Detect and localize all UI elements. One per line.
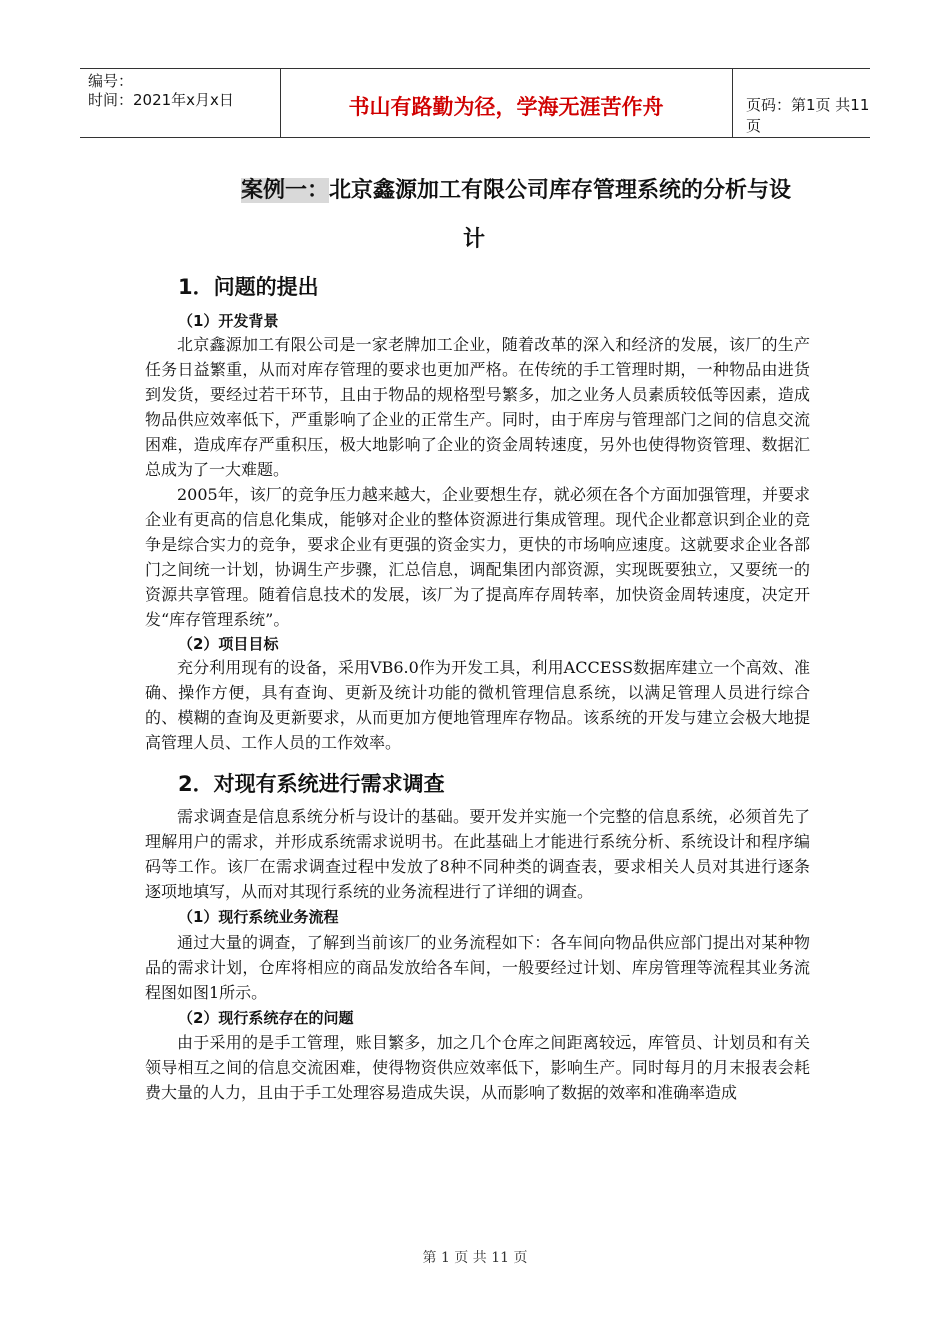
section-2-heading: 2．对现有系统进行需求调查 [178,772,445,796]
section-1-paragraph-3: 充分利用现有的设备，采用VB6.0作为开发工具，利用ACCESS数据库建立一个高效、准确、操作方便，具有查询、更新及统计功能的微机管理信息系统，以满足管理人员进行综合的、模糊的查询及更新要求，从而更加方便地管理库存物品。该系统的开发与建立会极大地提高管理人员、工作人员的工作效率。 [145,658,810,752]
section-1-paragraph-1: 北京鑫源加工有限公司是一家老牌加工企业，随着改革的深入和经济的发展，该厂的生产任务日益繁重，从而对库存管理的要求也更加严格。在传统的手工管理时期，一种物品由进货到发货，要经过若干环节，且由于物品的规格型号繁多，加之业务人员素质较低等因素，造成物品供应效率低下，严重影响了企业的正常生产。同时，由于库房与管理部门之间的信息交流困难，造成库存严重积压，极大地影响了企业的资金周转速度，另外也使得物资管理、数据汇总成为了一大难题。 [145,335,810,479]
section-1-sub-1: （1）开发背景 [178,312,279,330]
section-1-sub-2: （2）项目目标 [178,635,279,653]
section-2-sub-1: （1）现行系统业务流程 [178,908,339,926]
page-footer: 第 1 页 共 11 页 [422,1250,528,1266]
section-2-sub-2: （2）现行系统存在的问题 [178,1009,354,1027]
document-code-label: 编号： [88,72,134,90]
document-header-table [80,68,870,138]
section-2-paragraph-3: 由于采用的是手工管理，账目繁多，加之几个仓库之间距离较远，库管员、计划员和有关领导相互之间的信息交流困难，使得物资供应效率低下，影响生产。同时每月的月末报表会耗费大量的人力，且由于手工处理容易造成失误，从而影响了数据的效率和准确率造成 [145,1033,810,1102]
motto-text: 书山有路勤为径，学海无涯苦作舟 [348,95,664,119]
page-info-label: 页码：第1页 共11页 [746,96,870,135]
section-1-heading: 1．问题的提出 [178,275,319,299]
document-title-line1 [241,173,791,204]
document-title-line2: 计 [463,227,486,252]
document-date-label: 时间：2021年x月x日 [88,91,234,109]
section-2-paragraph-2: 通过大量的调查，了解到当前该厂的业务流程如下：各车间向物品供应部门提出对某种物品的需求计划，仓库将相应的商品发放给各车间，一般要经过计划、库房管理等流程其业务流程图如图1所示。 [145,933,810,1002]
title-prefix: 案例一： [241,178,330,203]
title-main: 北京鑫源加工有限公司库存管理系统的分析与设 [329,178,792,203]
header-page-cell [732,69,870,137]
section-1-paragraph-2: 2005年，该厂的竞争压力越来越大，企业要想生存，就必须在各个方面加强管理，并要求企业有更高的信息化集成，能够对企业的整体资源进行集成管理。现代企业都意识到企业的竞争是综合实力的竞争，要求企业有更强的资金实力，更快的市场响应速度。这就要求企业各部门之间统一计划，协调生产步骤，汇总信息，调配集团内部资源，实现既要独立，又要统一的资源共享管理。随着信息技术的发展，该厂为了提高库存周转率，加快资金周转速度，决定开发“库存管理系统”。 [145,485,810,629]
header-motto-cell [280,69,733,137]
section-2-paragraph-1: 需求调查是信息系统分析与设计的基础。要开发并实施一个完整的信息系统，必须首先了理解用户的需求，并形成系统需求说明书。在此基础上才能进行系统分析、系统设计和程序编码等工作。该厂在需求调查过程中发放了8种不同种类的调查表，要求相关人员对其进行逐条逐项地填写，从而对其现行系统的业务流程进行了详细的调查。 [145,807,810,901]
header-meta-cell [80,69,281,137]
